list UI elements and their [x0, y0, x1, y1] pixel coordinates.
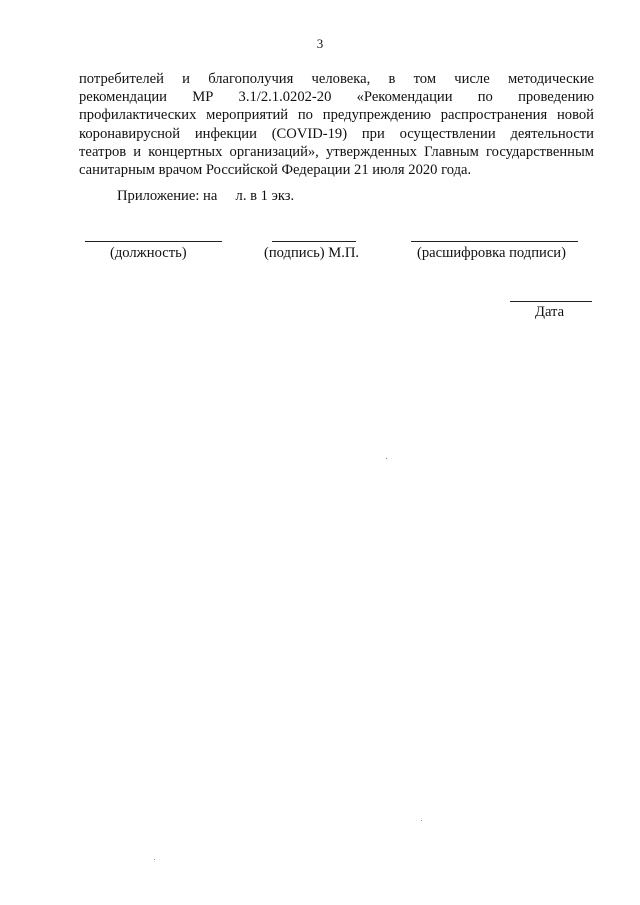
scan-speck — [386, 458, 387, 459]
body-paragraph — [79, 70, 594, 179]
position-signature-line — [85, 241, 222, 242]
attachment-note: Приложение: на л. в 1 экз. — [117, 188, 295, 204]
body-line: потребителей и благополучия человека, в том числе методические — [79, 71, 594, 87]
decoding-signature-line — [411, 241, 578, 242]
signature-line — [272, 241, 356, 242]
body-line: рекомендации МР 3.1/2.1.0202-20 «Рекомендации по проведению — [79, 89, 594, 106]
body-line: коронавирусной инфекции (COVID-19) при осуществлении деятельности — [79, 125, 594, 142]
page-number: 3 — [316, 36, 324, 51]
date-line — [510, 301, 592, 302]
body-line: профилактических мероприятий по предупреждению распространения новой — [79, 107, 594, 124]
decoding-label: (расшифровка подписи) — [417, 245, 566, 261]
body-line: санитарным врачом Российской Федерации 21 июля 2020 года. — [79, 161, 472, 178]
position-label: (должность) — [110, 245, 187, 261]
scan-speck — [154, 859, 155, 860]
date-label: Дата — [535, 304, 565, 320]
body-line: театров и концертных организаций», утвержденных Главным государственным — [79, 143, 594, 160]
signature-label: (подпись) М.П. — [264, 245, 360, 261]
scan-speck — [421, 820, 422, 821]
